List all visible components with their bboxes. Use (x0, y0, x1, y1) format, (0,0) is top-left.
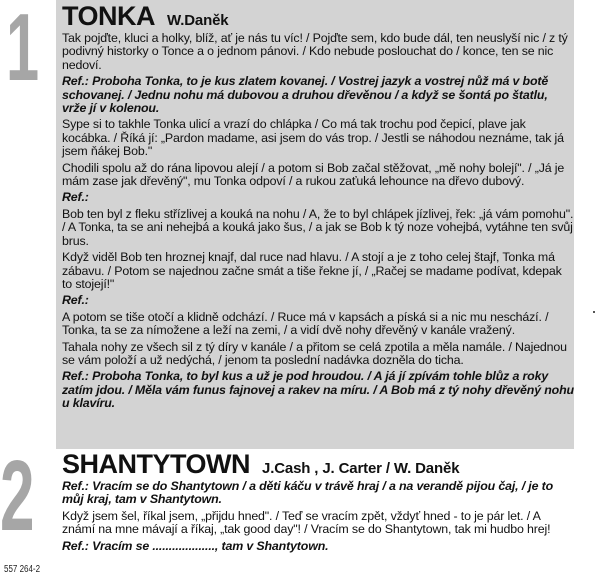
verse-paragraph: Sype si to takhle Tonka ulicí a vrazí do chlápka / Co má tak trochu pod čepicí, plave jak kocábka. / Říká jí: „Pardon madame, asi jsem do vás trop. / Jestli se náhodou neznáme, tak já jsem ňákej Bob." (62, 117, 564, 159)
refrain-paragraph: Ref.: Vracím se ..................., tam v Shantytown. (62, 538, 329, 553)
refrain-paragraph: Ref.: Proboha Tonka, to byl kus a už je pod hroudou. / A já jí zpívám tohle blůz a roky zatím jdou. / Měla vám funus fajnovej a rakev na míru. / A Bob má z tý nohy dřevěný nohu u klavíru. (62, 369, 574, 411)
catalog-number: 557 264-2 (4, 564, 41, 575)
song-number-2: 2 (0, 440, 35, 552)
refrain-paragraph: Ref.: Vracím se do Shantytown / a děti káču v trávě hraj / a na verandě pijou čaj, / je to můj kraj, tam v Shantytown. (62, 479, 554, 507)
verse-paragraph: Tak pojďte, kluci a holky, blíž, ať je nás tu víc! / Pojďte sem, kdo bude dál, ten neuslyší nic / z tý podivný historky o Tonce a o jednom pánovi. / Kdo nebude poslouchat do / konce, ten se nic nedoví. (62, 31, 568, 72)
song1-lyrics (62, 32, 574, 411)
song2-section (62, 451, 574, 556)
verse-paragraph: Bob ten byl z fleku střízlivej a kouká na nohu / A, že to byl chlápek jízlivej, řek: „já vám pomohu". / A Tonka, ta se ani nehejbá a kouká jako šus, / a jak se Bob k tý noze vohejbá, vytáhne ten svůj brus. (62, 206, 574, 248)
verse-paragraph: Tahala nohy ze všech sil z tý díry v kanále / a přitom se celá zpotila a měla namále. / Najednou se vám položí a už nedýchá, / jenom ta poslední nadávka dozněla do ticha. (62, 339, 567, 367)
verse-paragraph: A potom se tiše otočí a klidně odchází. / Ruce má v kapsách a píská si a nic mu neschází. / Tonka, ta se za nímožene a leží na zemi, / a vidí dvě nohy dřevěný v kanále vražený. (62, 309, 549, 338)
song2-authors: J.Cash , J. Carter / W. Daněk (262, 460, 460, 477)
stray-dot (593, 311, 595, 313)
song-number-1: 1 (6, 0, 40, 101)
song1-section (62, 3, 574, 414)
song2-heading (62, 451, 574, 477)
verse-paragraph: Chodili spolu až do rána lipovou alejí / a potom si Bob začal stěžovat, „mě nohy bolejí". / „Já je mám zase jak dřevěný", mu Tonka odpoví / a rukou zaťuká lehounce na dřevo dubový. (62, 160, 565, 189)
verse-paragraph: Když viděl Bob ten hroznej knajf, dal ruce nad hlavu. / A stojí a je z toho celej štajf, Tonka má zábavu. / Potom se najednou začne smát a tiše řekne jí, / „Račej se madame podívat, kdepak to stojejí!" (62, 250, 562, 291)
refrain-paragraph: Ref.: (62, 190, 89, 205)
song1-heading (62, 3, 574, 29)
song1-authors: W.Daněk (167, 12, 229, 29)
refrain-paragraph: Ref.: Proboha Tonka, to je kus zlatem kovanej. / Vostrej jazyk a vostrej nůž má v botě schovanej. / Jednu nohu má dubovou a druhou dřevěnou / a když se šontá po štatlu, vrže jí v kolenou. (62, 74, 549, 116)
song2-lyrics (62, 480, 574, 553)
song2-title: SHANTYTOWN (62, 449, 250, 479)
song1-title: TONKA (62, 1, 156, 31)
refrain-paragraph: Ref.: (62, 293, 89, 308)
verse-paragraph: Když jsem šel, říkal jsem, „přijdu hned". / Teď se vracím zpět, vždyť hned - to je pár let. / A známí na mne mávají a říkaj, „tak good day"! / Vracím se do Shantytown, tak mi hudbo hrej! (62, 508, 551, 537)
